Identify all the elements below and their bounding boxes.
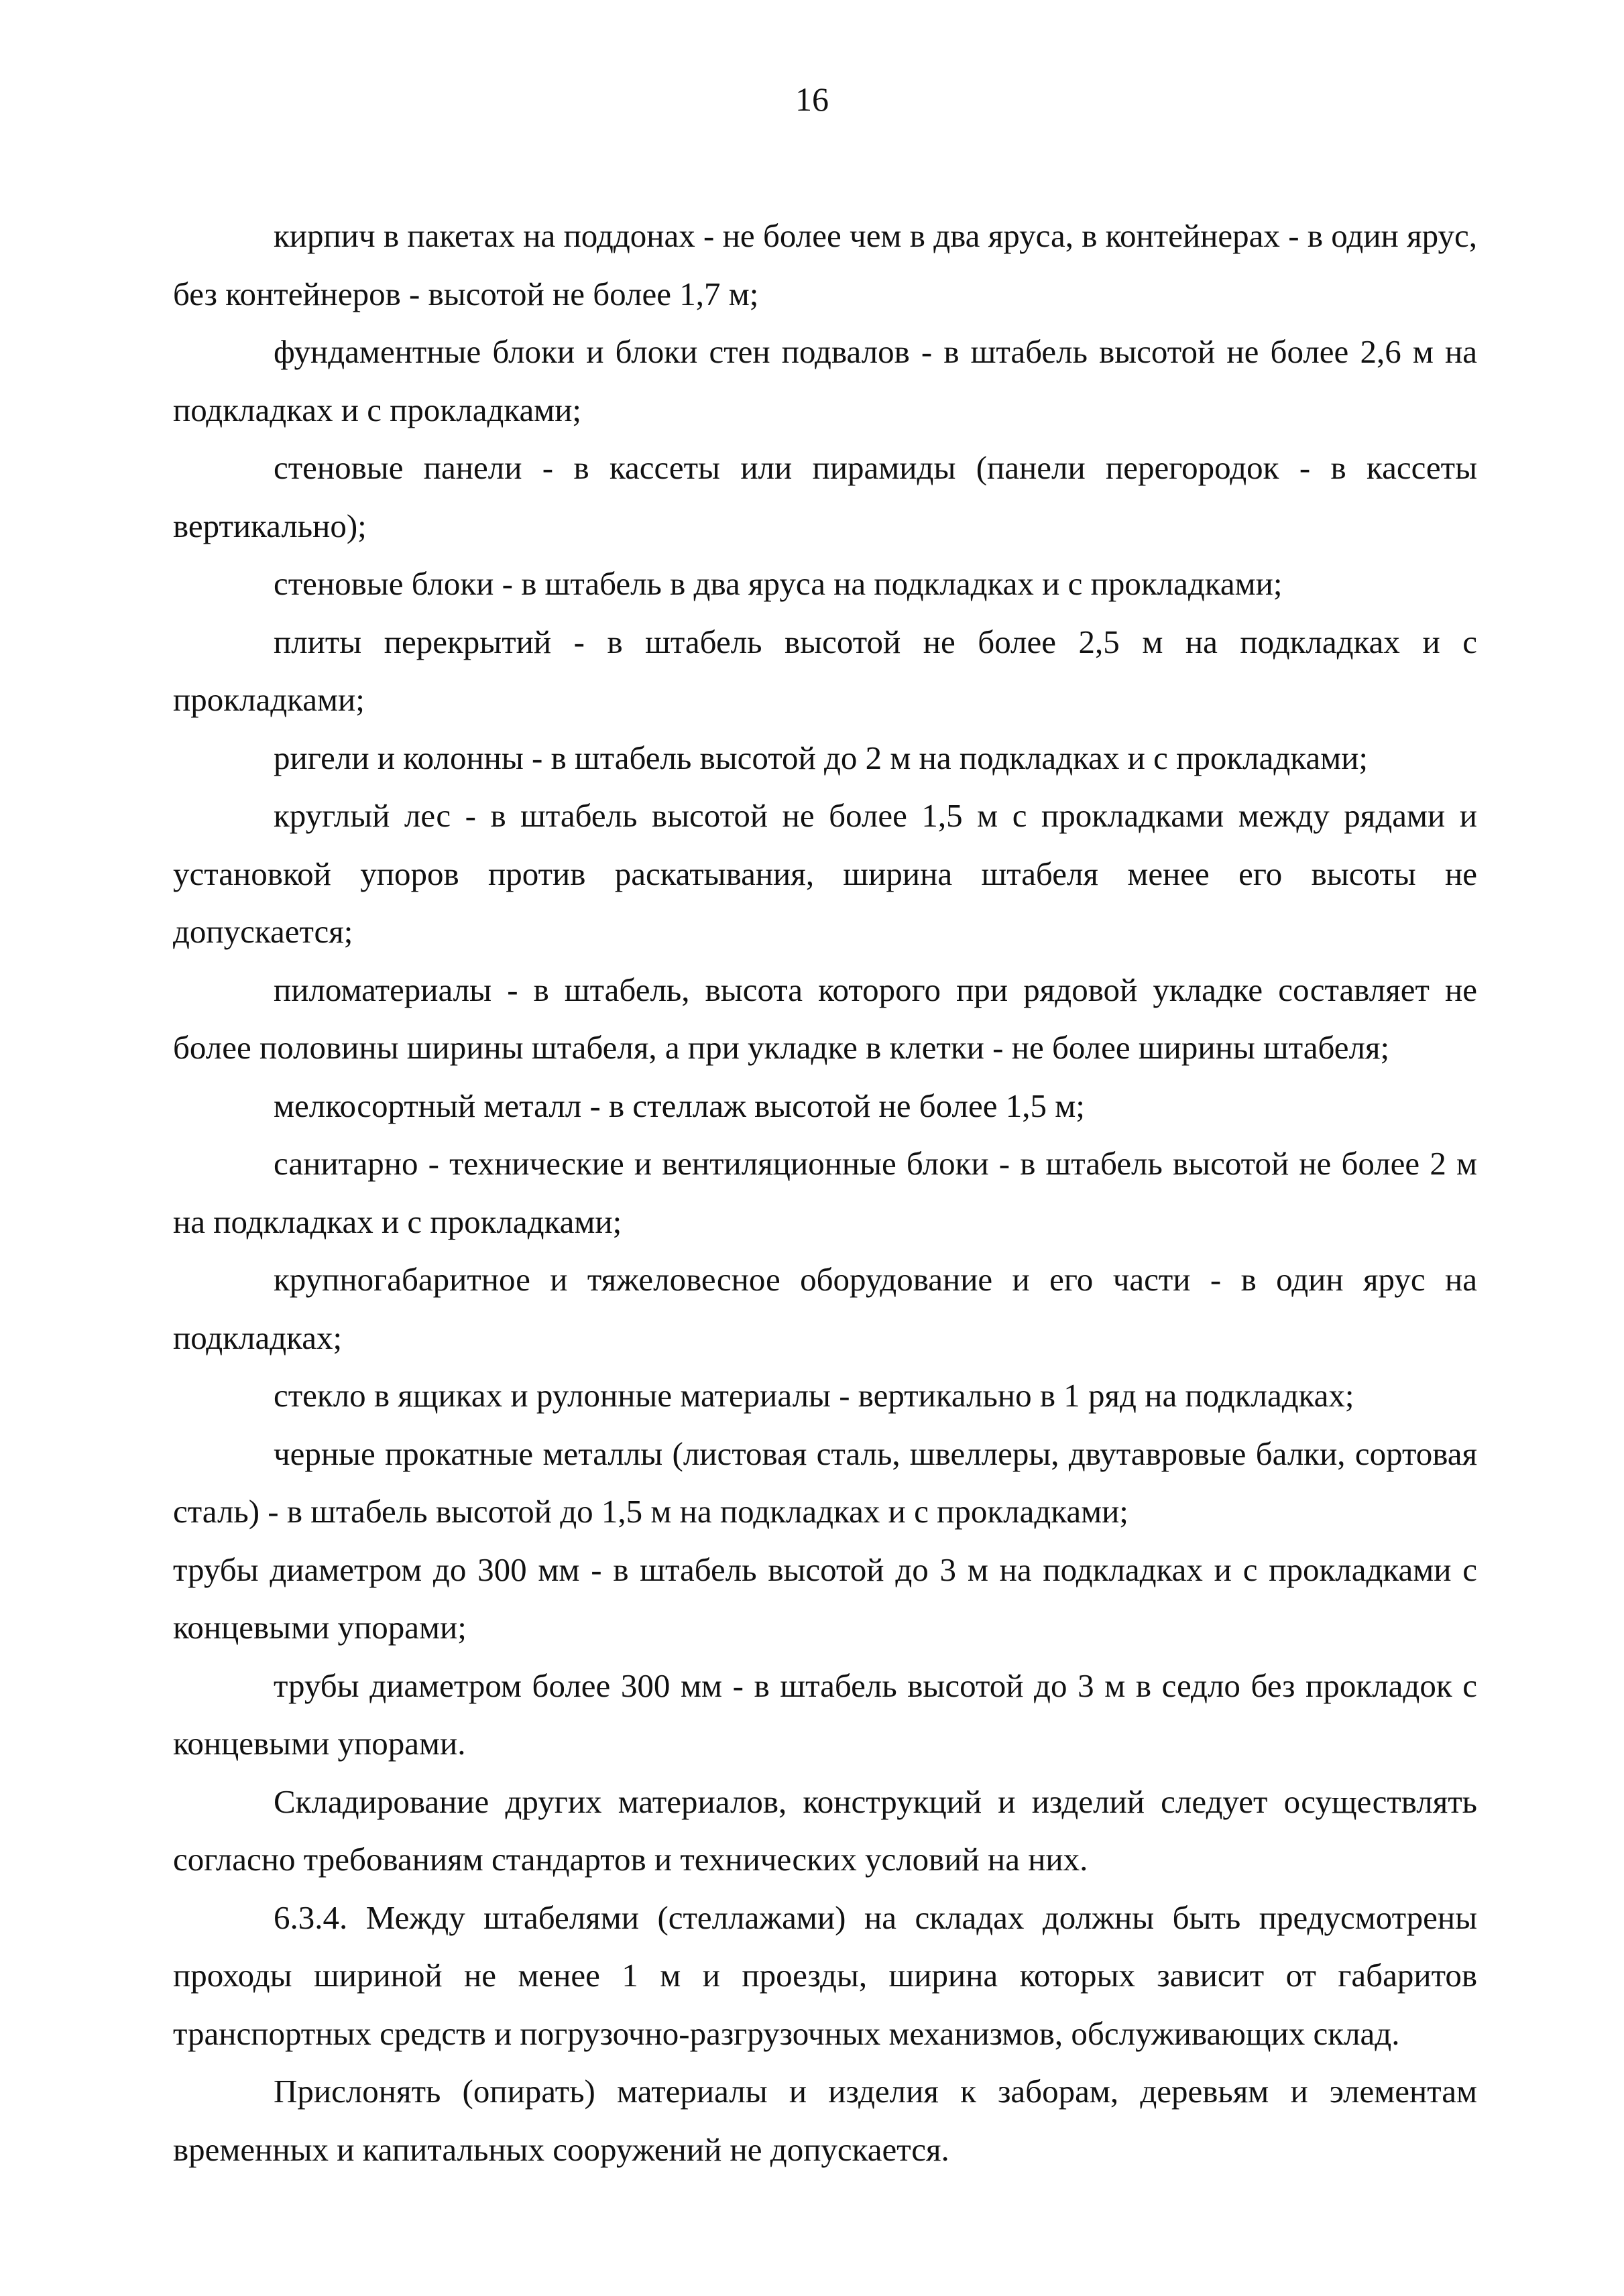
paragraph-rolled-metals: черные прокатные металлы (листовая сталь, швеллеры, двутавровые балки, сортовая сталь) - в штабель высотой до 1,5 м на подкладках и с прокладками;: [173, 1435, 1477, 1530]
paragraph-small-metal: мелкосортный металл - в стеллаж высотой не более 1,5 м;: [274, 1087, 1085, 1124]
paragraph-lumber: пиломатериалы - в штабель, высота которого при рядовой укладке составляет не более половины ширины штабеля, а при укладке в клетки - не более ширины штабеля;: [173, 971, 1477, 1066]
page-number: 16: [795, 80, 829, 118]
document-body: [173, 207, 1477, 2179]
paragraph-pipes-large: трубы диаметром более 300 мм - в штабель высотой до 3 м в седло без прокладок с концевыми упорами.: [173, 1667, 1477, 1762]
paragraph-section-6-3-4: 6.3.4. Между штабелями (стеллажами) на складах должны быть предусмотрены проходы шириной не менее 1 м и проезды, ширина которых зависит от габаритов транспортных средств и погрузочно-разгрузочных механизмов, обслуживающих склад.: [173, 1898, 1477, 2052]
paragraph-sanitary-blocks: санитарно - технические и вентиляционные блоки - в штабель высотой не более 2 м на подкладках и с прокладками;: [173, 1145, 1477, 1240]
paragraph-leaning-prohibited: Прислонять (опирать) материалы и изделия к заборам, деревьям и элементам временных и капитальных сооружений не допускается.: [173, 2073, 1477, 2168]
paragraph-wall-blocks: стеновые блоки - в штабель в два яруса на подкладках и с прокладками;: [274, 565, 1283, 602]
paragraph-foundation-blocks: фундаментные блоки и блоки стен подвалов - в штабель высотой не более 2,6 м на подкладках и с прокладками;: [173, 333, 1477, 428]
paragraph-wall-panels: стеновые панели - в кассеты или пирамиды (панели перегородок - в кассеты вертикально);: [173, 449, 1477, 544]
paragraph-glass-rolls: стекло в ящиках и рулонные материалы - вертикально в 1 ряд на подкладках;: [274, 1377, 1354, 1414]
paragraph-other-materials: Складирование других материалов, конструкций и изделий следует осуществлять согласно требованиям стандартов и технических условий на них.: [173, 1783, 1477, 1878]
paragraph-floor-slabs: плиты перекрытий - в штабель высотой не более 2,5 м на подкладках и с прокладками;: [173, 623, 1477, 718]
paragraph-round-timber: круглый лес - в штабель высотой не более 1,5 м с прокладками между рядами и установкой упоров против раскатывания, ширина штабеля менее его высоты не допускается;: [173, 797, 1477, 950]
paragraph-bricks: кирпич в пакетах на поддонах - не более чем в два яруса, в контейнерах - в один ярус, без контейнеров - высотой не более 1,7 м;: [173, 217, 1477, 312]
paragraph-heavy-equipment: крупногабаритное и тяжеловесное оборудование и его части - в один ярус на подкладках;: [173, 1261, 1477, 1356]
paragraph-crossbars-columns: ригели и колонны - в штабель высотой до 2 м на подкладках и с прокладками;: [274, 739, 1368, 776]
paragraph-pipes-small: трубы диаметром до 300 мм - в штабель высотой до 3 м на подкладках и с прокладками с концевыми упорами;: [173, 1551, 1477, 1646]
